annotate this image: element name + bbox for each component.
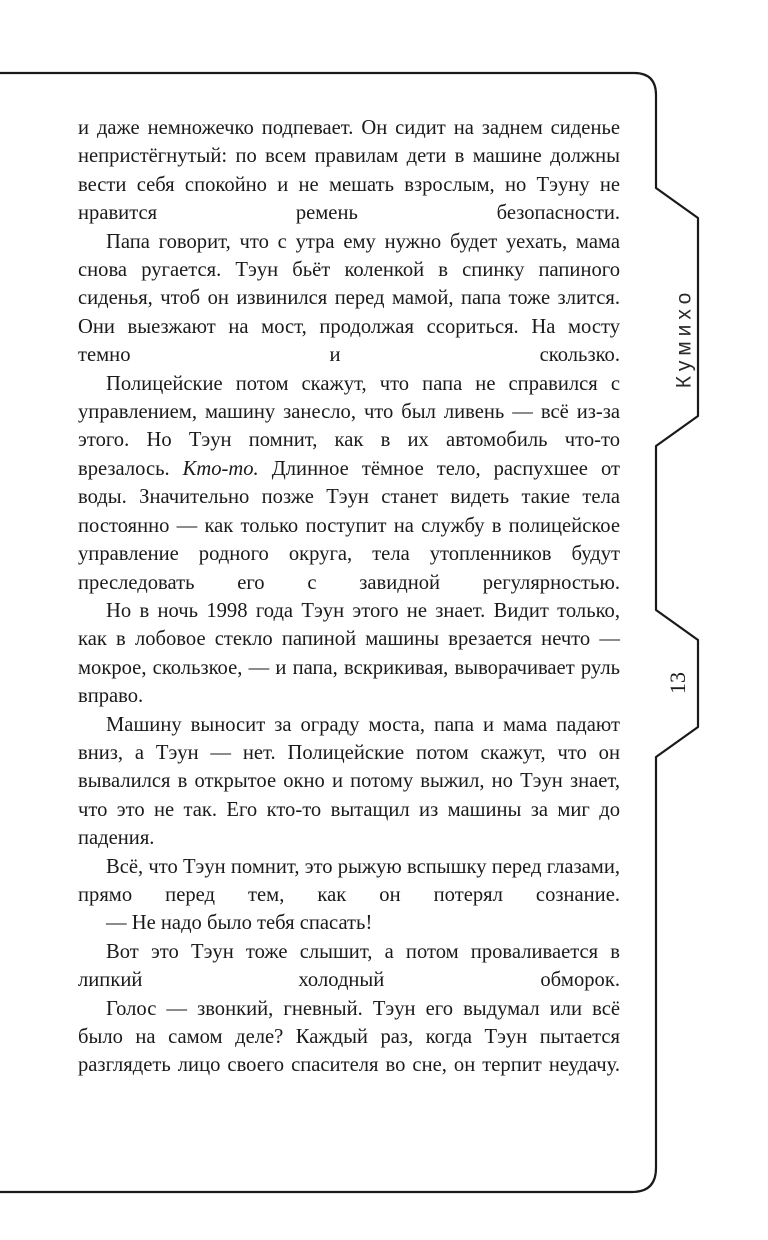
emphasis-text: Кто-то.: [182, 457, 259, 480]
paragraph: Но в ночь 1998 года Тэун этого не знает. Видит только, как в лобовое стекло папиной машины врезается нечто — мокрое, скользкое, — и папа, вскрикивая, выворачивает руль вправо.: [78, 599, 620, 708]
body-text: [78, 114, 620, 1080]
paragraph: Машину выносит за ограду моста, папа и мама падают вниз, а Тэун — нет. Полицейские потом скажут, что он вывалился в открытое окно и потому выжил, но Тэун знает, что это не так. Его кто-то вытащил из машины за миг до падения.: [78, 713, 620, 850]
paragraph: [78, 370, 620, 597]
paragraph-text: Длинное тёмное тело, распухшее от воды. Значительно позже Тэун станет видеть такие тела постоянно — как только поступит на службу в полицейское управление родного округа, тела утопленников будут преследовать его с завидной регулярностью.: [78, 457, 620, 594]
book-title: Кумихо: [672, 287, 696, 389]
paragraph-text: Полицейские потом скажут, что папа не справился с управлением, машину занесло, что был ливень — всё из-за этого. Но Тэун помнит, как в их автомобиль что-то врезалось.: [78, 372, 620, 480]
dialogue-line: — Не надо было тебя спасать!: [106, 912, 373, 935]
paragraph: Папа говорит, что с утра ему нужно будет уехать, мама снова ругается. Тэун бьёт коленкой в спинку папиного сиденья, чтоб он извинился перед мамой, папа тоже злится. Они выезжают на мост, продолжая ссориться. На мосту темно и скользко.: [78, 230, 620, 367]
paragraph: Вот это Тэун тоже слышит, а потом проваливается в липкий холодный обморок.: [78, 940, 620, 992]
page-number-tab: [660, 640, 696, 726]
paragraph: Голос — звонкий, гневный. Тэун его выдумал или всё было на самом деле? Каждый раз, когда Тэун пытается разглядеть лицо своего спасителя во сне, он терпит неудачу.: [78, 997, 620, 1077]
book-title-tab: [668, 258, 700, 418]
page-number: 13: [665, 672, 690, 694]
paragraph: Всё, что Тэун помнит, это рыжую вспышку перед глазами, прямо перед тем, как он потерял сознание.: [78, 855, 620, 906]
paragraph: и даже немножечко подпевает. Он сидит на заднем сиденье непристёгнутый: по всем правилам дети в машине должны вести себя спокойно и не мешать взрослым, но Тэуну не нравится ремень безопасности.: [78, 117, 620, 225]
